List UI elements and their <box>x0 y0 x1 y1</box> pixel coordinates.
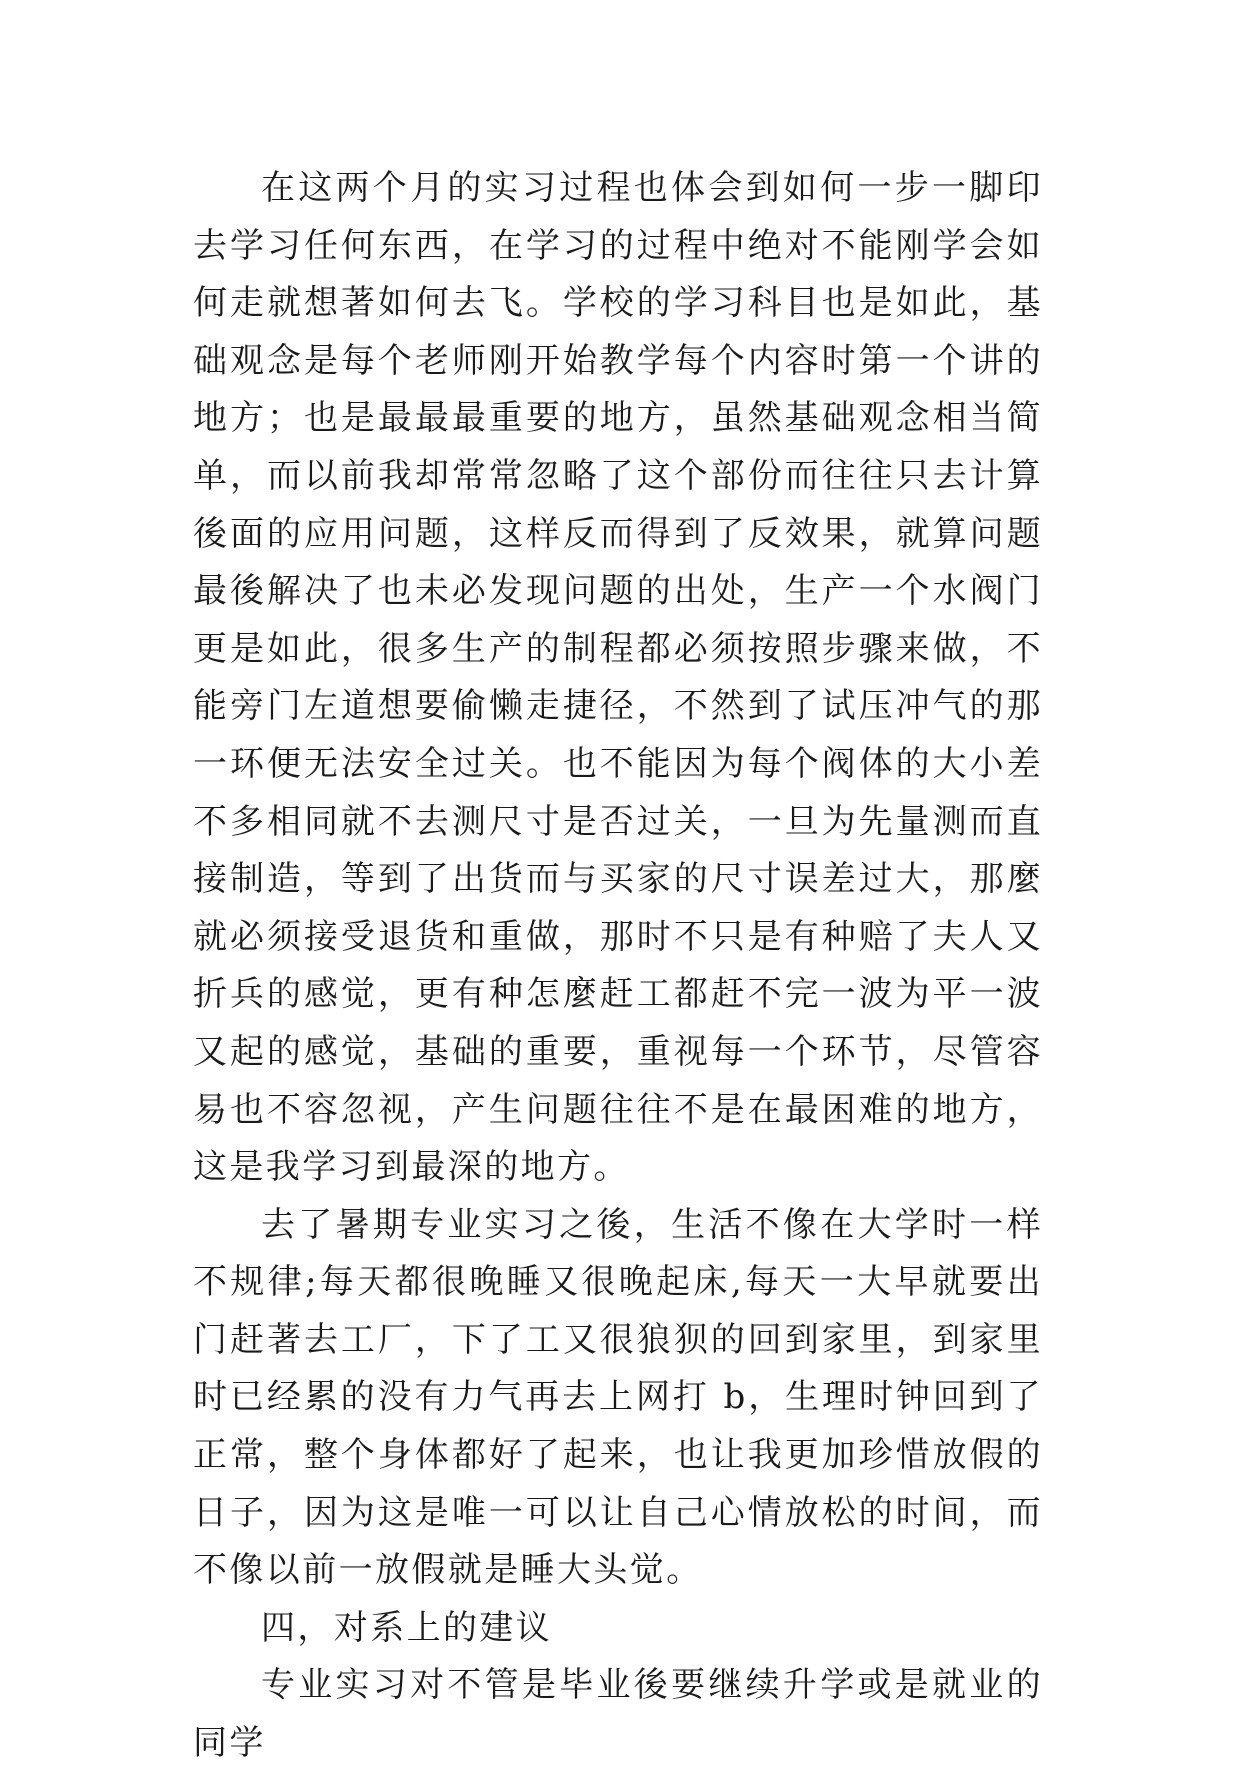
section-heading-suggestions: 四，对系上的建议 <box>261 1607 553 1648</box>
document-body <box>193 160 1043 1773</box>
paragraph-daily-life: 去了暑期专业实习之後，生活不像在大学时一样不规律;每天都很晚睡又很晚起床,每天一大早就要出门赶著去工厂，下了工又很狼狈的回到家里，到家里时已经累的没有力气再去上网打 b，生理时钟回到了正常，整个身体都好了起来，也让我更加珍惜放假的日子，因为这是唯一可以让自己心情放松的时间，而不像以前一放假就是睡大头觉。 <box>193 1204 1043 1591</box>
paragraph-internship-reflection: 在这两个月的实习过程也体会到如何一步一脚印去学习任何东西，在学习的过程中绝对不能刚学会如何走就想著如何去飞。学校的学习科目也是如此，基础观念是每个老师刚开始教学每个内容时第一个讲的地方；也是最最最重要的地方，虽然基础观念相当简单，而以前我却常常忽略了这个部份而往往只去计算後面的应用问题，这样反而得到了反效果，就算问题最後解决了也未必发现问题的出处，生产一个水阀门更是如此，很多生产的制程都必须按照步骤来做，不能旁门左道想要偷懒走捷径，不然到了试压冲气的那一环便无法安全过关。也不能因为每个阀体的大小差不多相同就不去测尺寸是否过关，一旦为先量测而直接制造，等到了出货而与买家的尺寸误差过大，那麼就必须接受退货和重做，那时不只是有种赔了夫人又折兵的感觉，更有种怎麼赶工都赶不完一波为平一波又起的感觉，基础的重要，重视每一个环节，尽管容易也不容忽视，产生问题往往不是在最困难的地方，这是我学习到最深的地方。 <box>193 168 1043 1188</box>
paragraph-suggestions-start: 专业实习对不管是毕业後要继续升学或是就业的同学 <box>193 1665 1043 1764</box>
